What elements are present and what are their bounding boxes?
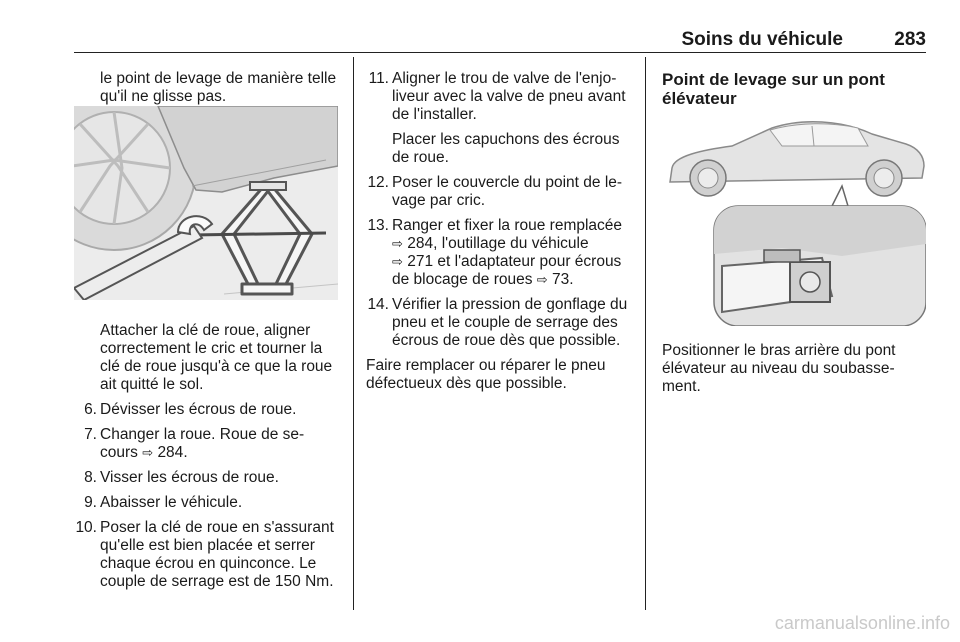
step-13 [366,217,634,289]
step-8 [74,469,340,487]
step-9 [74,494,340,512]
lift-point-title: Point de levage sur un pont élévateur [662,70,885,108]
page-ref-arrow-icon: ⇨ [536,272,548,287]
jack-drawing [74,106,338,300]
step-text: . [569,271,574,288]
car-lift-drawing [662,116,926,326]
step-number: 8. [84,469,97,486]
column-1 [74,70,340,106]
page-reference[interactable]: 284 [407,235,434,252]
column-divider-1 [353,57,354,610]
step-number: 6. [84,401,97,418]
step-text: Poser la clé de roue en s'assurant qu'elle est bien placée et serrer chaque écrou en quinconce. Le couple de serrage est de 150 Nm. [100,519,334,590]
step-number: 10. [75,519,97,536]
step-text: Dévisser les écrous de roue. [100,401,297,418]
step-11-note: Placer les capuchons des écrous de roue. [392,131,620,166]
step-number: 7. [84,426,97,443]
page-reference[interactable]: 284 [157,444,184,461]
step-text: Aligner le trou de valve de l'enjo-liveur avec la valve de pneu avant de l'installer. [392,70,626,123]
footer-note: Faire remplacer ou réparer le pneu défectueux dès que possible. [366,357,606,392]
step-7 [74,426,340,462]
page-ref-arrow-icon: ⇨ [392,254,403,269]
page-reference[interactable]: 73 [552,271,570,288]
intro-text: le point de levage de manière telle qu'il ne glisse pas. [100,70,337,105]
step-text: Poser le couvercle du point de le-vage par cric. [392,174,623,209]
column-3 [662,70,926,108]
step-text: Abaisser le véhicule. [100,494,243,511]
step-10 [74,519,340,591]
page-ref-arrow-icon: ⇨ [392,236,403,251]
section-title: Soins du véhicule [681,29,843,50]
column-2 [366,70,634,393]
lift-illustration [662,116,926,326]
step-text: et l'adaptateur pour écrous de blocage de roues [392,253,622,288]
column-3-body [662,342,926,396]
step-text: , l'outillage du véhicule [433,235,589,252]
step-number: 11. [368,70,389,87]
column-divider-2 [645,57,646,610]
header-rule [74,52,926,53]
jack-caption: Attacher la clé de roue, aligner correctement le cric et tourner la clé de roue jusqu'à ce que la roue ait quitté le sol. [100,322,333,393]
step-number: 14. [367,296,389,313]
page-number: 283 [894,29,926,50]
step-14 [366,296,634,350]
jack-illustration [74,106,338,300]
lift-instruction: Positionner le bras arrière du pont élévateur au niveau du soubasse-ment. [662,342,896,395]
step-6 [74,401,340,419]
watermark: carmanualsonline.info [774,613,950,633]
column-1-body [74,322,340,591]
step-number: 12. [367,174,389,191]
step-12 [366,174,634,210]
step-text: . [183,444,188,461]
step-number: 13. [367,217,389,234]
step-text: Changer la roue. Roue de se-cours [100,426,305,461]
step-text: Vérifier la pression de gonflage du pneu et le couple de serrage des écrous de roue dès que possible. [392,296,628,349]
page-reference[interactable]: 271 [407,253,434,270]
step-text: Ranger et fixer la roue remplacée [392,217,623,234]
page-ref-arrow-icon: ⇨ [142,445,154,460]
step-11 [366,70,634,124]
step-text: Visser les écrous de roue. [100,469,279,486]
step-number: 9. [84,494,97,511]
